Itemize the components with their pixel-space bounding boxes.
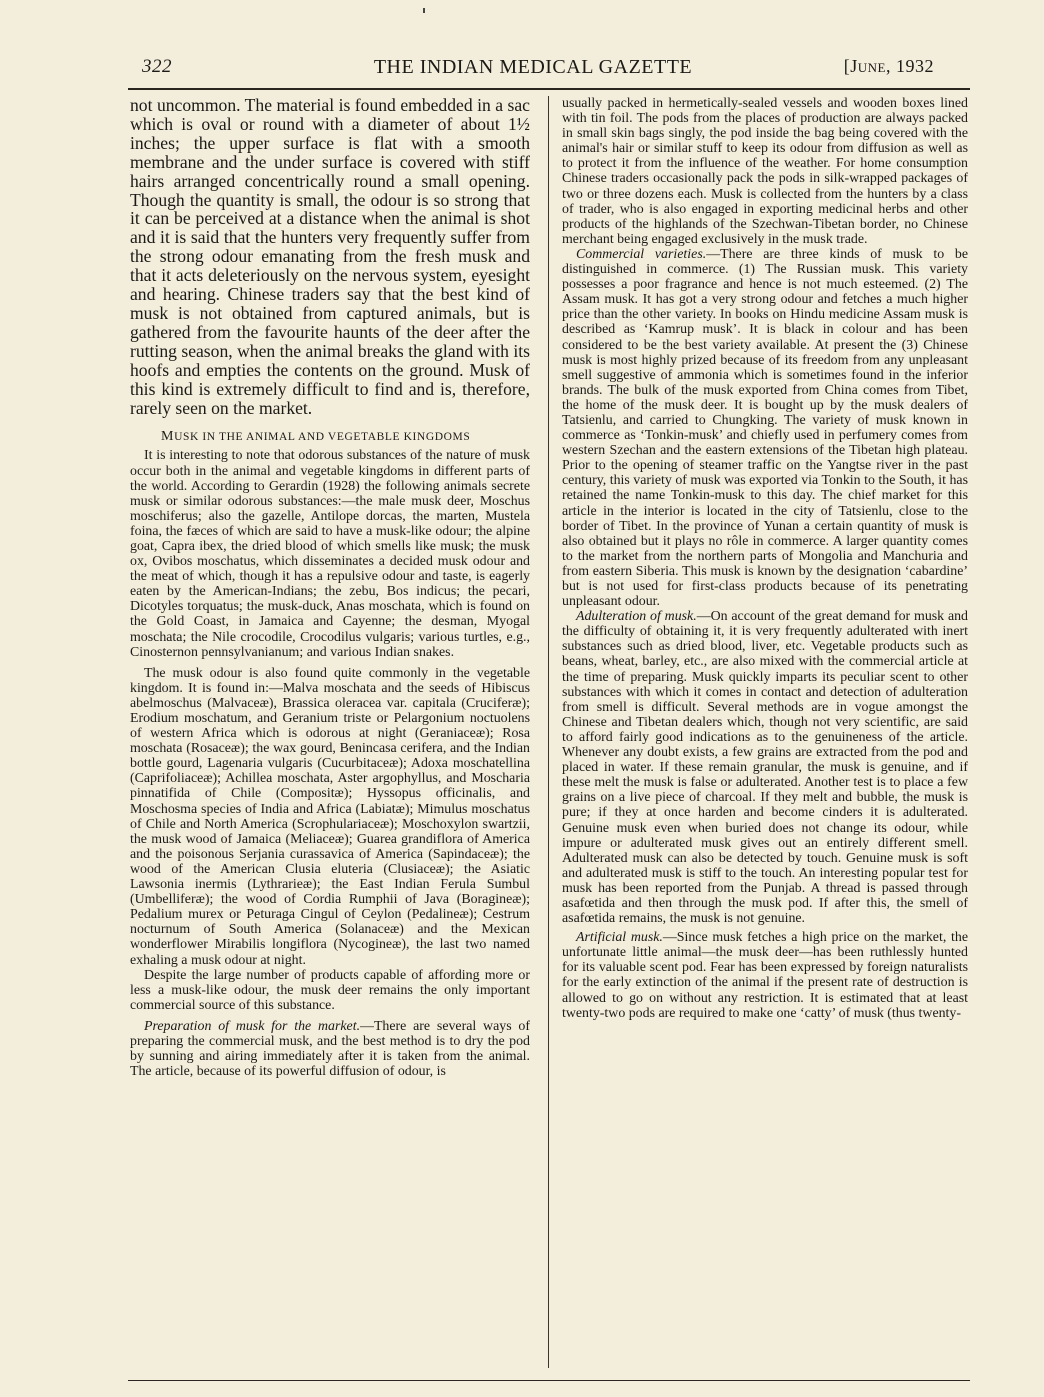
preparation-text: —There are several ways of preparing the commercial musk, and the best method is to dry the pod by sunning and airing immediately after it is taken from the animal. The article, because of its powerful diffusion of odour, is [130,1018,530,1080]
header-rule [128,88,970,90]
commercial-varieties-heading: Commercial varieties. [576,246,707,262]
right-column [562,96,968,1021]
page-number: 322 [142,56,172,77]
preparation-heading: Preparation of musk for the market. [144,1018,361,1034]
animal-kingdom-paragraph: It is interesting to note that odorous substances of the nature of musk occur both in the animal and vegetable kingdoms in different parts of the world. According to Gerardin (1928) the following animals secrete musk or similar odorous substances:—the male musk deer, Moschus moschiferus; also the gazelle, Antilope dorcas, the marten, Mustela foina, the fæces of which are said to have a musk-like odour; the alpine goat, Capra ibex, the dried blood of which smells like musk; the musk ox, Ovibos moschatus, which disseminates a decided musk odour and the meat of which, though it has a repulsive odour and taste, is eagerly eaten by the American-Indians; the zebu, Bos indicus; the pecari, Dicotyles torquatus; the musk-duck, Anas moschata, which is found on the Gold Coast, in Jamaica and Cayenne; the desman, Myogal moschata; the Nile crocodile, Crocodilus vulgaris; various turtles, e.g., Cinosternon pennsylvanianum; and various Indian snakes. [130,448,530,660]
date-month: June [850,56,886,76]
packing-paragraph: usually packed in hermetically-sealed vessels and wooden boxes lined with tin foil. The pods from the places of production are always packed in small skin bags singly, the pod inside the bag being covered with the animal's hair or similar stuff to keep its odour from diffusion as well as to protect it from the influence of the weather. For home consumption Chinese traders occasionally pack the pods in silk-wrapped packages of two or three dozens each. Musk is collected from the hunters by a class of trader, who is also engaged in exporting medicinal herbs and other products of the highlands of the Szechwan-Tibetan border, no Chinese merchant being engaged exclusively in the musk trade. [562,96,968,247]
left-column [130,96,530,1079]
adulteration-paragraph [562,609,968,926]
journal-title: THE INDIAN MEDICAL GAZETTE [373,56,693,78]
commercial-source-paragraph: Despite the large number of products capable of affording more or less a musk-like odour, the musk deer remains the only important commercial source of this substance. [130,967,530,1013]
preparation-paragraph [130,1019,530,1079]
date-bracket: [ [843,56,851,76]
vegetable-kingdom-paragraph: The musk odour is also found quite commonly in the vegetable kingdom. It is found in:—Malva moschata and the seeds of Hibiscus abelmoschus (Malvaceæ), Brassica oleracea var. capitala (Cruciferæ); Erodium moschatum, and Geranium triste or Pelargonium noctuolens of western Africa which is odorous at night (Geraniaceæ); Rosa moschata (Rosaceæ); the wax gourd, Benincasa cerifera, and the Indian bottle gourd, Lagenaria vulgaris (Cucurbitaceæ); Adoxa moschatellina (Caprifoliaceæ); Achillea moschata, Aster argophyllus, and Moscharia pinnatifida of Chile (Compositæ); Hyssopus officinalis, and Moschosma species of India and Africa (Labiatæ); Mimulus moschatus of Chile and North America (Scrophulariaceæ); Moschoxylon swartzii, the musk wood of Jamaica (Meliaceæ); Guarea grandiflora of America and the poisonous Serjania curassavica of America (Sapindaceæ); the wood of the American Clusia eluteria (Clusiaceæ); the Asiatic Lawsonia inermis (Lythrarieæ); the East Indian Ferula Sumbul (Umbelliferæ); the wood of Cordia Rumphii of Java (Boragineæ); Pedalium murex or Peturaga Cingul of Ceylon (Pedalineæ); Cestrum nocturnum of South America (Solanaceæ) and the Mexican wonderflower Mirabilis longiflora (Nycogineæ), the last two named exhaling a musk odour at night. [130,665,530,968]
artificial-musk-paragraph [562,930,968,1021]
column-divider [548,96,549,1368]
print-mark [423,8,425,13]
intro-paragraph: not uncommon. The material is found embedded in a sac which is oval or round with a diameter of about 1½ inches; the upper surface is flat with a smooth membrane and the under surface is covered with stiff hairs arranged concentrically round a small opening. Though the quantity is small, the odour is so strong that it can be perceived at a distance when the animal is shot and it is said that the hunters very frequently suffer from the strong odour emanating from the fresh musk and that it acts deleteriously on the nervous system, eyesight and hearing. Chinese traders say that the best kind of musk is not obtained from captured animals, but is gathered from the favourite haunts of the deer after the rutting season, when the animal breaks the gland with its hoofs and empties the contents on the ground. Musk of this kind is extremely difficult to find and is, therefore, rarely seen on the market. [130,95,530,418]
artificial-musk-text: —Since musk fetches a high price on the market, the unfortunate little animal—the musk deer—has been ruthlessly hunted for its valuable scent pod. Fear has been expressed by foreign naturalists for the early extinction of the animal if the present rate of destruction is allowed to go on without any restriction. It is estimated that at least twenty-two pods are required to make one ‘catty’ of musk (thus twenty- [562,930,968,1021]
commercial-varieties-text: —There are three kinds of musk to be distinguished in commerce. (1) The Russian musk. This variety possesses a poor fragrance and hence is not much esteemed. (2) The Assam musk. It has got a very strong odour and fetches a much higher price than the other variety. In books on Hindu medicine Assam musk is described as ‘Kamrup musk’. It is black in colour and has been considered to be the best variety available. At present the (3) Chinese musk is most highly prized because of its freedom from any unpleasant smell suggestive of ammonia which is sometimes found in the inferior brands. The bulk of the musk exported from China comes from Tibet, the home of the musk deer. It is bought up by the musk dealers of Tatsienlu, and carried to Chungking. The variety of musk known in commerce as ‘Tonkin-musk’ and chiefly used in perfumery comes from western Szechan and the eastern extensions of the Tibetan high plateau. Prior to the opening of steamer traffic on the Yangtse river in the past century, this variety of musk was exported via Tonkin to the South, it has retained the name Tonkin-musk to this day. The chief market for this article in the interior is located in the city of Tatsienlu, close to the border of Tibet. In the province of Yunan a certain quantity of musk is also obtained but it plays no rôle in commerce. A larger quantity comes to the market from the northern parts of Mongolia and Manchuria and from eastern Siberia. This musk is known by the designation ‘cabardine’ but is not used for first-class products because of its penetrating unpleasant odour. [562,246,968,610]
section-heading: MUSK IN THE ANIMAL AND VEGETABLE KINGDOMS [161,429,471,445]
adulteration-text: —On account of the great demand for musk and the difficulty of obtaining it, it is very frequently adulterated with inert substances such as dried blood, liver, etc. Vegetable products such as beans, wheat, barley, etc., are also mixed with the commercial article at the time of preparing. Musk quickly imparts its peculiar scent to other substances with which it comes in contact and detection of adulteration from smell is difficult. Several methods are in vogue amongst the Chinese and Tibetan dealers which, though not very scientific, are said to afford fairly good indications as to the genuineness of the article. Whenever any doubt exists, a few grains are extracted from the pod and placed in water. If these remain granular, the musk is genuine, and if these melt the musk is false or adulterated. Another test is to place a few grains on a live piece of charcoal. If they melt and bubble, the musk is pure; if they at once harden and become cinders it is adulterated. Genuine musk even when buried does not change its odour, while impure or adulterated musk gives out an entirely different smell. Adulterated musk can also be detected by touch. Genuine musk is soft and adulterated musk is stiff to the touch. An interesting popular test for musk has been reported from the Punjab. A thread is passed through asafœtida and then through the musk pod. If after this, the smell of asafœtida remains, the musk is not genuine. [562,609,968,927]
artificial-musk-heading: Artificial musk. [576,930,663,946]
adulteration-heading: Adulteration of musk. [576,609,697,625]
commercial-varieties-paragraph [562,247,968,609]
running-header [128,52,938,82]
issue-date [844,56,934,77]
footer-rule [128,1380,970,1381]
date-year: , 1932 [886,56,934,76]
